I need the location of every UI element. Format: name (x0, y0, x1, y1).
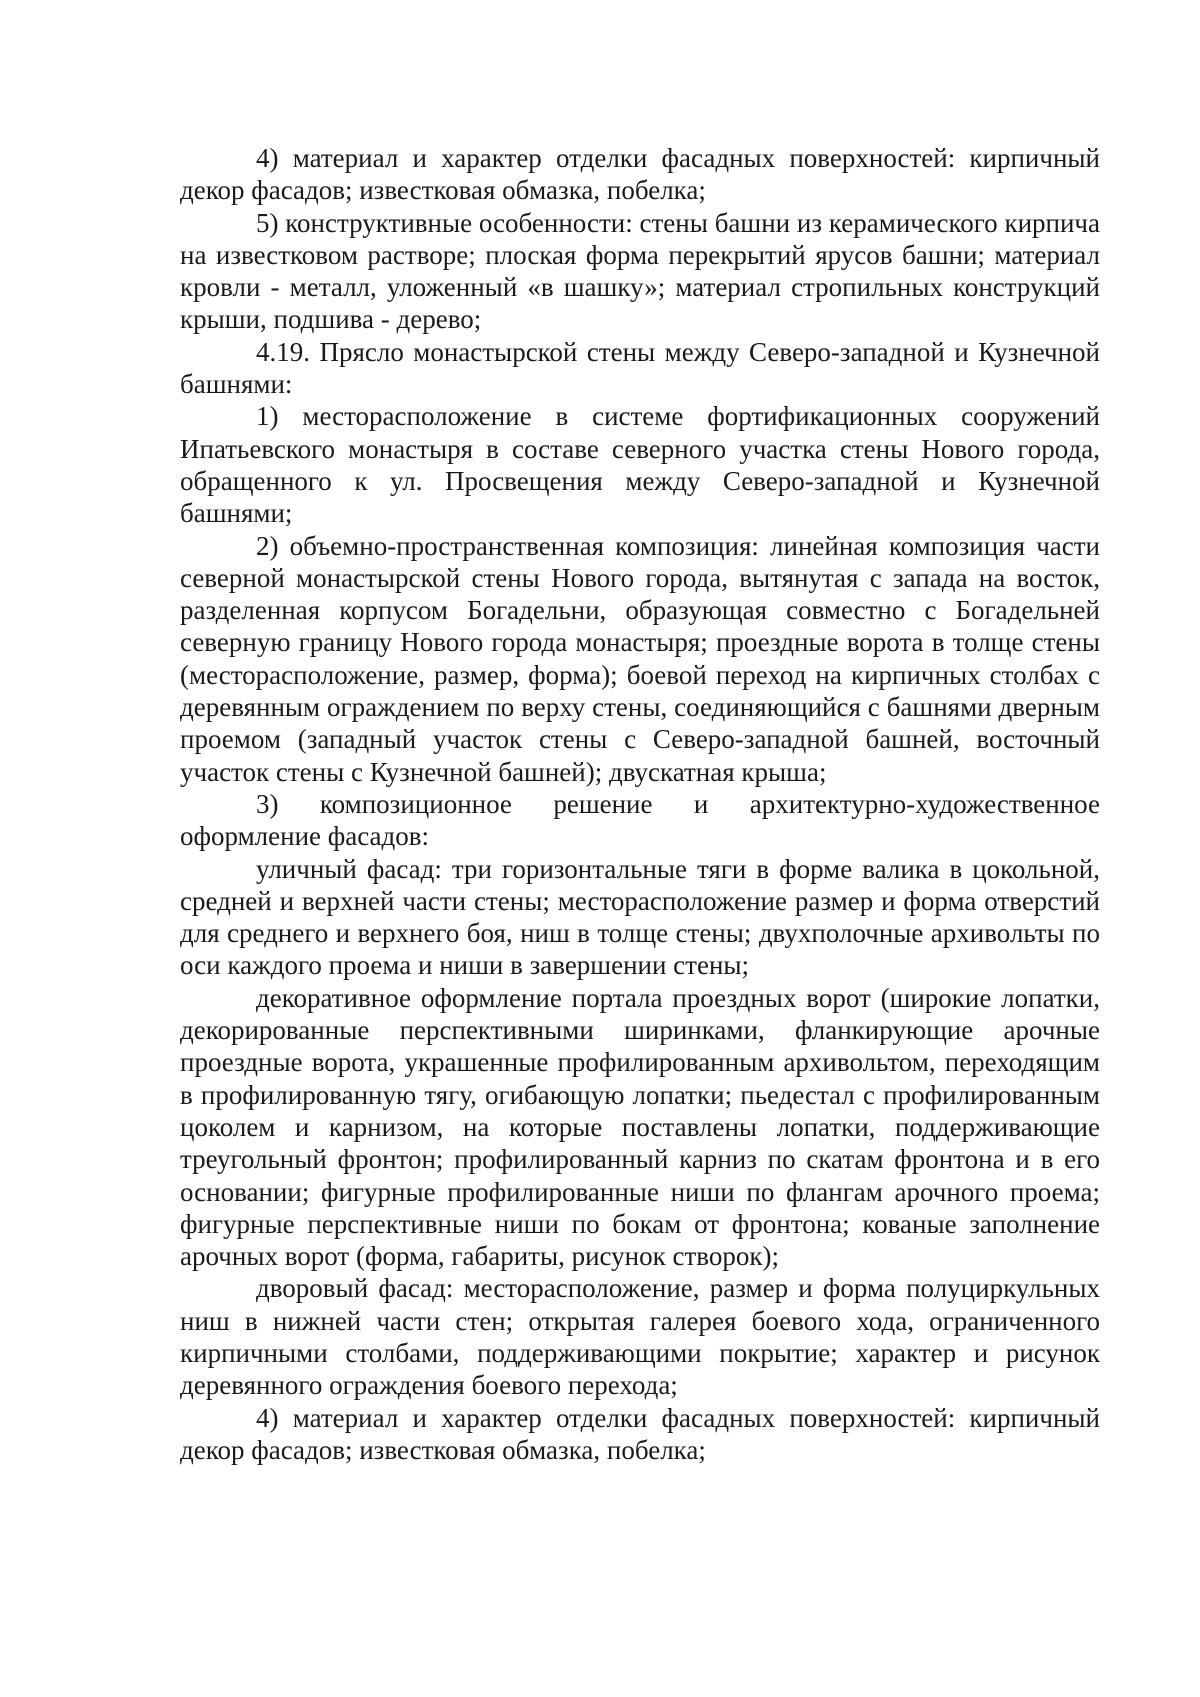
document-body (180, 142, 1100, 1466)
paragraph-facade-composition: 3) композиционное решение и архитектурно-художественное оформление фасадов: (180, 788, 1100, 852)
paragraph-portal-decoration: декоративное оформление портала проездных ворот (широкие лопатки, декорированные перспективными ширинками, фланкирующие арочные проездные ворота, украшенные профилированным архивольтом, переходящим в профилированную тягу, огибающую лопатки; пьедестал с профилированным цоколем и карнизом, на которые поставлены лопатки, поддерживающие треугольный фронтон; профилированный карниз по скатам фронтона и в его основании; фигурные профилированные ниши по флангам арочного проема; фигурные перспективные ниши по бокам от фронтона; кованые заполнение арочных ворот (форма, габариты, рисунок створок); (180, 982, 1100, 1272)
paragraph-courtyard-facade: дворовый фасад: месторасположение, размер и форма полуциркульных ниш в нижней части стен; открытая галерея боевого хода, ограниченного кирпичными столбами, поддерживающими покрытие; характер и рисунок деревянного ограждения боевого перехода; (180, 1273, 1100, 1401)
paragraph-spatial-composition: 2) объемно-пространственная композиция: линейная композиция части северной монастырской стены Нового города, вытянутая с запада на восток, разделенная корпусом Богадельни, образующая совместно с Богадельней северную границу Нового города монастыря; проездные ворота в толще стены (месторасположение, размер, форма); боевой переход на кирпичных столбах с деревянным ограждением по верху стены, соединяющийся с башнями дверным проемом (западный участок стены с Северо-западной башней, восточный участок стены с Кузнечной башней); двускатная крыша; (180, 530, 1100, 787)
paragraph-street-facade: уличный фасад: три горизонтальные тяги в форме валика в цокольной, средней и верхней части стены; месторасположение размер и форма отверстий для среднего и верхнего боя, ниш в толще стены; двухполочные архивольты по оси каждого проема и ниши в завершении стены; (180, 853, 1100, 981)
paragraph-location: 1) месторасположение в системе фортификационных сооружений Ипатьевского монастыря в составе северного участка стены Нового города, обращенного к ул. Просвещения между Северо-западной и Кузнечной башнями; (180, 401, 1100, 529)
paragraph-finish-material-2: 4) материал и характер отделки фасадных поверхностей: кирпичный декор фасадов; известковая обмазка, побелка; (180, 1402, 1100, 1465)
paragraph-section-4-19-heading: 4.19. Прясло монастырской стены между Северо-западной и Кузнечной башнями: (180, 336, 1100, 400)
paragraph-structural-features: 5) конструктивные особенности: стены башни из керамического кирпича на известковом растворе; плоская форма перекрытий ярусов башни; материал кровли - металл, уложенный «в шашку»; материал стропильных конструкций крыши, подшива - дерево; (180, 207, 1100, 335)
paragraph-finish-material-1: 4) материал и характер отделки фасадных поверхностей: кирпичный декор фасадов; известковая обмазка, побелка; (180, 143, 1100, 206)
